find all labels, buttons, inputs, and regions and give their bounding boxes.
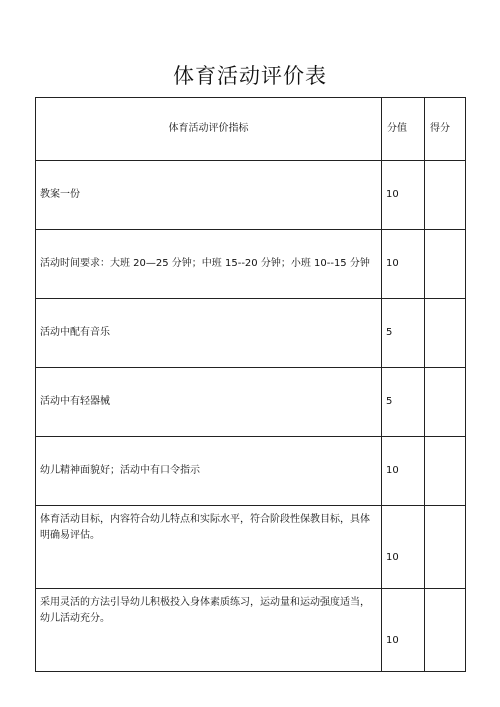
table-row bbox=[36, 506, 466, 589]
table-row bbox=[36, 368, 466, 437]
table-row bbox=[36, 299, 466, 368]
row-indicator: 体育活动目标，内容符合幼儿特点和实际水平，符合阶段性保教目标，具体明确易评估。 bbox=[36, 506, 382, 589]
row-obtained-cell[interactable] bbox=[425, 589, 466, 672]
row-obtained-cell[interactable] bbox=[425, 161, 466, 230]
row-indicator: 幼儿精神面貌好；活动中有口令指示 bbox=[36, 437, 382, 506]
row-score: 10 bbox=[382, 161, 425, 230]
row-obtained-cell[interactable] bbox=[425, 437, 466, 506]
row-obtained-cell[interactable] bbox=[425, 506, 466, 589]
row-score: 10 bbox=[382, 589, 425, 672]
row-score: 10 bbox=[382, 230, 425, 299]
row-indicator: 采用灵活的方法引导幼儿积极投入身体素质练习，运动量和运动强度适当，幼儿活动充分。 bbox=[36, 589, 382, 672]
evaluation-table bbox=[35, 97, 466, 672]
table-row bbox=[36, 230, 466, 299]
row-score: 5 bbox=[382, 299, 425, 368]
row-indicator: 活动中有轻器械 bbox=[36, 368, 382, 437]
row-indicator: 教案一份 bbox=[36, 161, 382, 230]
header-obtained: 得分 bbox=[425, 98, 466, 161]
table-row bbox=[36, 589, 466, 672]
header-indicator: 体育活动评价指标 bbox=[36, 98, 382, 161]
header-score: 分值 bbox=[382, 98, 425, 161]
row-score: 10 bbox=[382, 506, 425, 589]
row-indicator: 活动时间要求：大班 20—25 分钟；中班 15--20 分钟；小班 10--15 分钟 bbox=[36, 230, 382, 299]
table-row bbox=[36, 161, 466, 230]
table-header-row bbox=[36, 98, 466, 161]
row-score: 10 bbox=[382, 437, 425, 506]
row-indicator: 活动中配有音乐 bbox=[36, 299, 382, 368]
row-obtained-cell[interactable] bbox=[425, 368, 466, 437]
row-obtained-cell[interactable] bbox=[425, 299, 466, 368]
row-obtained-cell[interactable] bbox=[425, 230, 466, 299]
page-title: 体育活动评价表 bbox=[173, 64, 327, 88]
table-row bbox=[36, 437, 466, 506]
row-score: 5 bbox=[382, 368, 425, 437]
